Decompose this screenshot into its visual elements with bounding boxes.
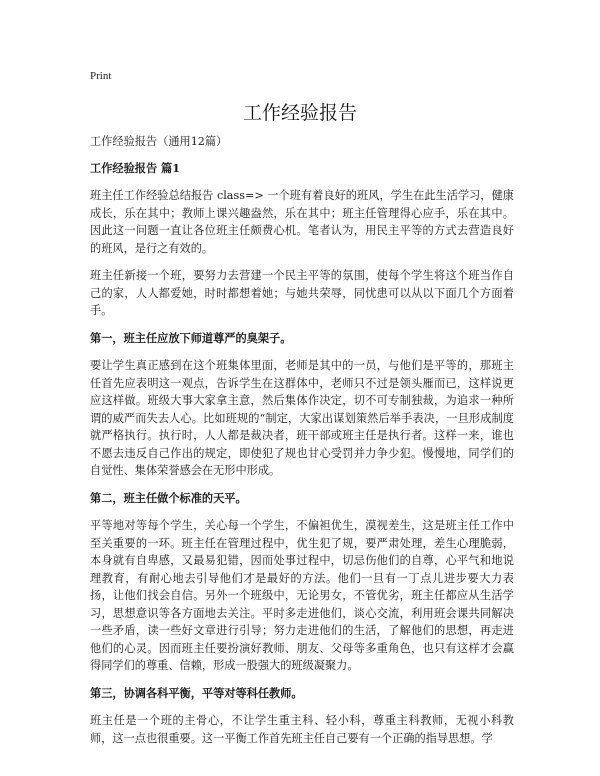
article-heading: 工作经验报告 篇1 bbox=[90, 160, 180, 175]
print-link[interactable]: Print bbox=[90, 70, 112, 82]
section-3-body: 班主任是一个班的主骨心，不让学生重主科、轻小科，尊重主科教师，无视小科教师，这一点也很重要。这一平衡工作首先班主任自己要有一个正确的指导思想。学 bbox=[90, 714, 514, 745]
section-1-body: 要让学生真正感到在这个班集体里面，老师是其中的一员，与他们是平等的，那班主任首先应表明这一观点，告诉学生在这群体中，老师只不过是领头雁而已，这样说更应这样做。班级大事大家拿主意，然后集体作决定，切不可专制独裁，为追求一种所谓的威严而失去人心。比如班规的“制定，大家出谋划策然后举手表决，一旦形成制度就严格执行。执行时，人人都是裁决者，班干部或班主任是执行者。这样一来，谁也不愿去违反自己作出的规定，即使犯了规也甘心受罚并力争少犯。慢慢地，同学们的自觉性、集体荣誉感会在无形中形成。 bbox=[90, 359, 514, 477]
intro-paragraph-2: 班主任新接一个班，要努力去营建一个民主平等的氛围，使每个学生将这个班当作自己的家，人人都爱她，时时都想着她；与她共荣辱，同忧患可以从以下面几个方面着手。 bbox=[90, 269, 514, 317]
section-3-heading: 第三，协调各科平衡，平等对等科任教师。 bbox=[90, 685, 303, 700]
section-1-heading: 第一，班主任应放下师道尊严的臭架子。 bbox=[90, 330, 292, 345]
article-subtitle: 工作经验报告（通用12篇） bbox=[90, 135, 228, 148]
section-2-heading: 第二，班主任做个标准的天平。 bbox=[90, 490, 247, 505]
section-2-body: 平等地对等每个学生，关心每一个学生，不偏袒优生，漠视差生，这是班主任工作中至关重要的一环。班主任在管理过程中，优生犯了规，要严肃处理，差生心理脆弱，本身就有自卑感，又最易犯错，因而处事过程中，切忌伤他们的自尊，心平气和地说理教育，有耐心地去引导他们才是最好的方法。他们一旦有一丁点儿进步要大力表扬，让他们找会自信。另外一个班级中，无论男女，不管优劣，班主任都应从生活学习，思想意识等各方面地去关注。平时多走进他们，谈心交流，利用班会课共同解决一些矛盾，读一些好文章进行引导；努力走进他们的生活，了解他们的思想，再走进他们的心灵。因而班主任要扮演好教师、朋友、父母等多重角色，也只有这样才会赢得同学们的尊重、信赖，形成一股强大的班级凝聚力。 bbox=[90, 519, 514, 672]
intro-paragraph-1: 班主任工作经验总结报告 class=> 一个班有着良好的班风，学生在此生活学习，健康成长，乐在其中；教师上课兴趣盎然，乐在其中；班主任管理得心应手，乐在其中。因此这一问题一直让各位班主任颇费心机。笔者认为，用民主平等的方式去营造良好的班风，是行之有效的。 bbox=[90, 189, 514, 255]
page-title: 工作经验报告 bbox=[242, 102, 357, 124]
article-body bbox=[90, 133, 514, 757]
